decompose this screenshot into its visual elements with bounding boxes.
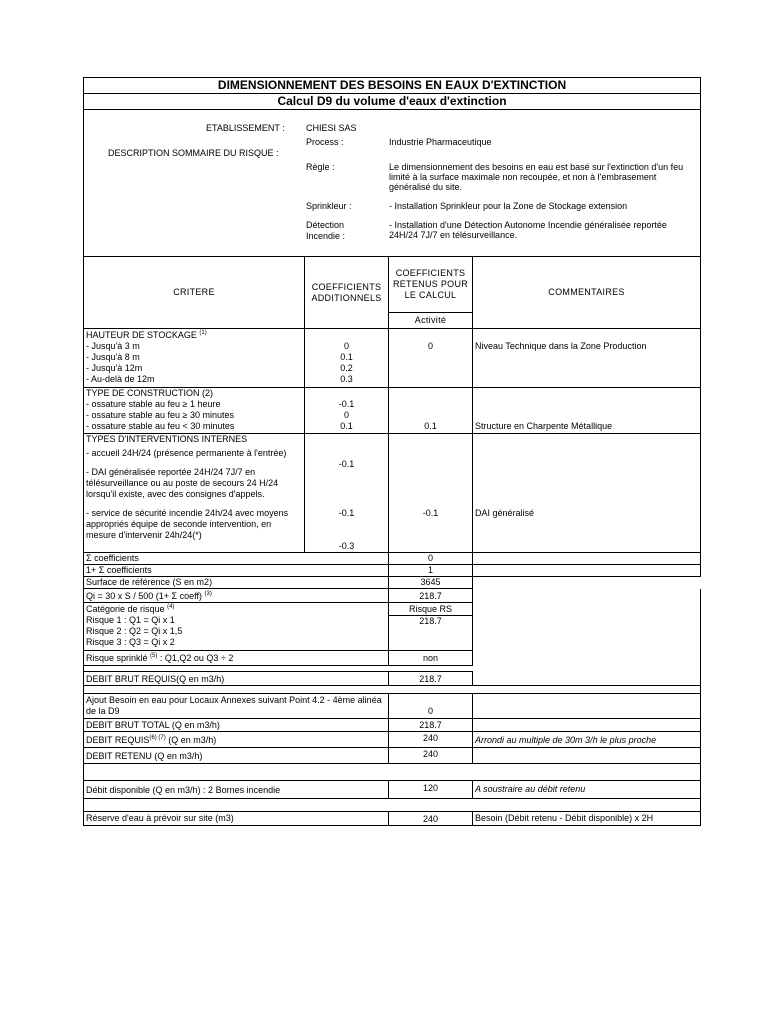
sprinkle-rest: : Q1,Q2 ou Q3 ÷ 2 [159,653,234,663]
debit-requis-comment: Arrondi au multiple de 30m 3/h le plus proche [473,732,701,748]
risque-1-value: 218.7 [419,616,442,626]
hauteur-criteria [84,329,305,388]
empty-cell [473,565,701,577]
col-header-commentaires: COMMENTAIRES [473,257,701,329]
empty-cell [473,672,701,686]
hauteur-coef: 0.3 [340,374,353,384]
spacer-row [84,764,701,781]
spacer-row [84,799,701,812]
qi-note: (3) [204,591,212,597]
col-header-coef-add: COEFFICIENTS ADDITIONNELS [305,257,389,329]
sheet-subtitle: Calcul D9 du volume d'eaux d'extinction [84,94,701,110]
info-section [84,110,701,257]
categorie-note: (4) [167,604,175,610]
construction-retenu: 0.1 [389,388,473,434]
dispo-comment: A soustraire au débit retenu [473,781,701,799]
hauteur-row: - Jusqu'à 3 m [86,341,140,351]
process-label: Process : [306,137,344,147]
empty-cell [473,577,701,589]
empty-cell [473,553,701,565]
debit-brut-label: DEBIT BRUT REQUIS(Q en m3/h) [84,672,389,686]
process-value: Industrie Pharmaceutique [389,137,492,147]
construction-comment: Structure en Charpente Métallique [473,388,701,434]
hauteur-retenu: 0 [389,329,473,388]
calculation-sheet [83,77,700,826]
categorie-cell [84,603,389,651]
construction-row: - ossature stable au feu ≥ 1 heure [86,399,221,409]
construction-row: - ossature stable au feu ≥ 30 minutes [86,410,235,420]
spacer-row [84,686,701,694]
d9-table [83,77,701,826]
reserve-comment: Besoin (Débit retenu - Débit disponible) x 2H [473,812,701,826]
intervention-coef: -0.3 [338,541,355,551]
etablissement-label: ETABLISSEMENT : [206,123,285,133]
sprinkleur-value: - Installation Sprinkleur pour la Zone de Stockage extension [389,201,628,211]
empty-cell [473,589,701,603]
sprinkle-cell [84,651,389,666]
qi-label: Qi = 30 x S / 500 (1+ Σ coeff) [86,591,202,601]
col-header-coef-retenus: COEFFICIENTS RETENUS POUR LE CALCUL [389,257,473,313]
categorie-value: Risque RS [389,604,472,616]
regle-label: Règle : [306,162,335,172]
debit-retenu-value: 240 [389,748,473,764]
reserve-label: Réserve d'eau à prévoir sur site (m3) [84,812,389,826]
debit-requis-rest: (Q en m3/h) [168,735,217,745]
empty-cell [473,748,701,764]
debit-requis-label: DEBIT REQUIS [86,735,150,745]
risque-1: Risque 1 : Q1 = Qi x 1 [86,615,175,625]
etablissement-value: CHIESI SAS [306,123,357,133]
regle-value: Le dimensionnement des besoins en eau est basé sur l'extinction d'un feu limité à la surface maximale non recoupée, et non à l'embrasement généralisé du site. [389,162,684,192]
construction-coef: 0.1 [340,421,353,431]
categorie-values [389,603,473,651]
categorie-label: Catégorie de risque [86,604,165,614]
sum-label: Σ coefficients [84,553,389,565]
sprinkleur-label: Sprinkleur : [306,201,352,211]
debit-total-label: DEBIT BRUT TOTAL (Q en m3/h) [84,719,389,732]
sprinkle-value: non [389,651,473,666]
empty-cell [473,603,701,651]
intervention-coef: -0.1 [338,508,355,518]
intervention-row: - DAI généralisée reportée 24H/24 7J/7 en télésurveillance ou au poste de secours 24 H/24 lorsqu'il existe, avec des consignes d'appels. [86,467,279,499]
empty-cell [473,651,701,666]
empty-cell [473,694,701,719]
risque-2: Risque 2 : Q2 = Qi x 1,5 [86,626,183,636]
intervention-comment: DAI généralisé [473,434,701,553]
interventions-coefs [305,434,389,553]
hauteur-coef: 0.1 [340,352,353,362]
col-header-critere: CRITERE [84,257,305,329]
one-plus-label: 1+ Σ coefficients [84,565,389,577]
construction-title: TYPE DE CONSTRUCTION (2) [86,388,214,398]
sum-value: 0 [389,553,473,565]
detection-value: - Installation d'une Détection Autonome Incendie généralisée reportée 24H/24 7J/7 en télésurveillance. [389,220,667,240]
sprinkle-note: (5) [150,653,158,659]
debit-retenu-label: DEBIT RETENU (Q en m3/h) [84,748,389,764]
sheet-title: DIMENSIONNEMENT DES BESOINS EN EAUX D'EXTINCTION [84,78,701,94]
interventions-criteria [84,434,305,553]
hauteur-title: HAUTEUR DE STOCKAGE [86,330,197,340]
one-plus-value: 1 [389,565,473,577]
dispo-value: 120 [389,781,473,799]
reserve-value: 240 [389,812,473,826]
empty-cell [473,719,701,732]
hauteur-note: (1) [199,330,207,336]
col-header-activite: Activité [389,313,473,329]
hauteur-comment: Niveau Technique dans la Zone Production [473,329,701,388]
hauteur-row: - Jusqu'à 12m [86,363,143,373]
qi-cell [84,589,389,603]
intervention-row: - accueil 24H/24 (présence permanente à l'entrée) [86,448,287,458]
detection-label-2: Incendie : [306,231,346,241]
hauteur-coef: 0.2 [340,363,353,373]
debit-requis-cell [84,732,389,748]
detection-label-1: Détection [306,220,345,230]
ajout-label: Ajout Besoin en eau pour Locaux Annexes suivant Point 4.2 - 4ème alinéa de la D9 [84,694,389,719]
construction-coefs [305,388,389,434]
hauteur-row: - Jusqu'à 8 m [86,352,140,362]
sprinkle-label: Risque sprinklé [86,653,148,663]
hauteur-coefs [305,329,389,388]
dispo-label: Débit disponible (Q en m3/h) : 2 Bornes incendie [84,781,389,799]
hauteur-coef: 0 [343,341,349,351]
debit-brut-value: 218.7 [389,672,473,686]
construction-coef: 0 [343,410,349,420]
risque-3: Risque 3 : Q3 = Qi x 2 [86,637,175,647]
debit-requis-value: 240 [389,732,473,748]
qi-value: 218.7 [389,589,473,603]
construction-row: - ossature stable au feu < 30 minutes [86,421,235,431]
debit-requis-note: (6) (7) [149,735,166,741]
construction-criteria [84,388,305,434]
description-label: DESCRIPTION SOMMAIRE DU RISQUE : [108,148,279,158]
ajout-value: 0 [389,694,473,719]
hauteur-row: - Au-delà de 12m [86,374,155,384]
intervention-row: - service de sécurité incendie 24h/24 avec moyens appropriés équipe de seconde intervention, en mesure d'intervenir 24h/24(*) [86,508,289,540]
surface-label: Surface de référence (S en m2) [84,577,389,589]
intervention-coef: -0.1 [338,459,355,469]
debit-total-value: 218.7 [389,719,473,732]
interventions-title: TYPES D'INTERVENTIONS INTERNES [86,434,248,444]
surface-value: 3645 [389,577,473,589]
construction-coef: -0.1 [338,399,355,409]
intervention-retenu: -0.1 [389,434,473,553]
